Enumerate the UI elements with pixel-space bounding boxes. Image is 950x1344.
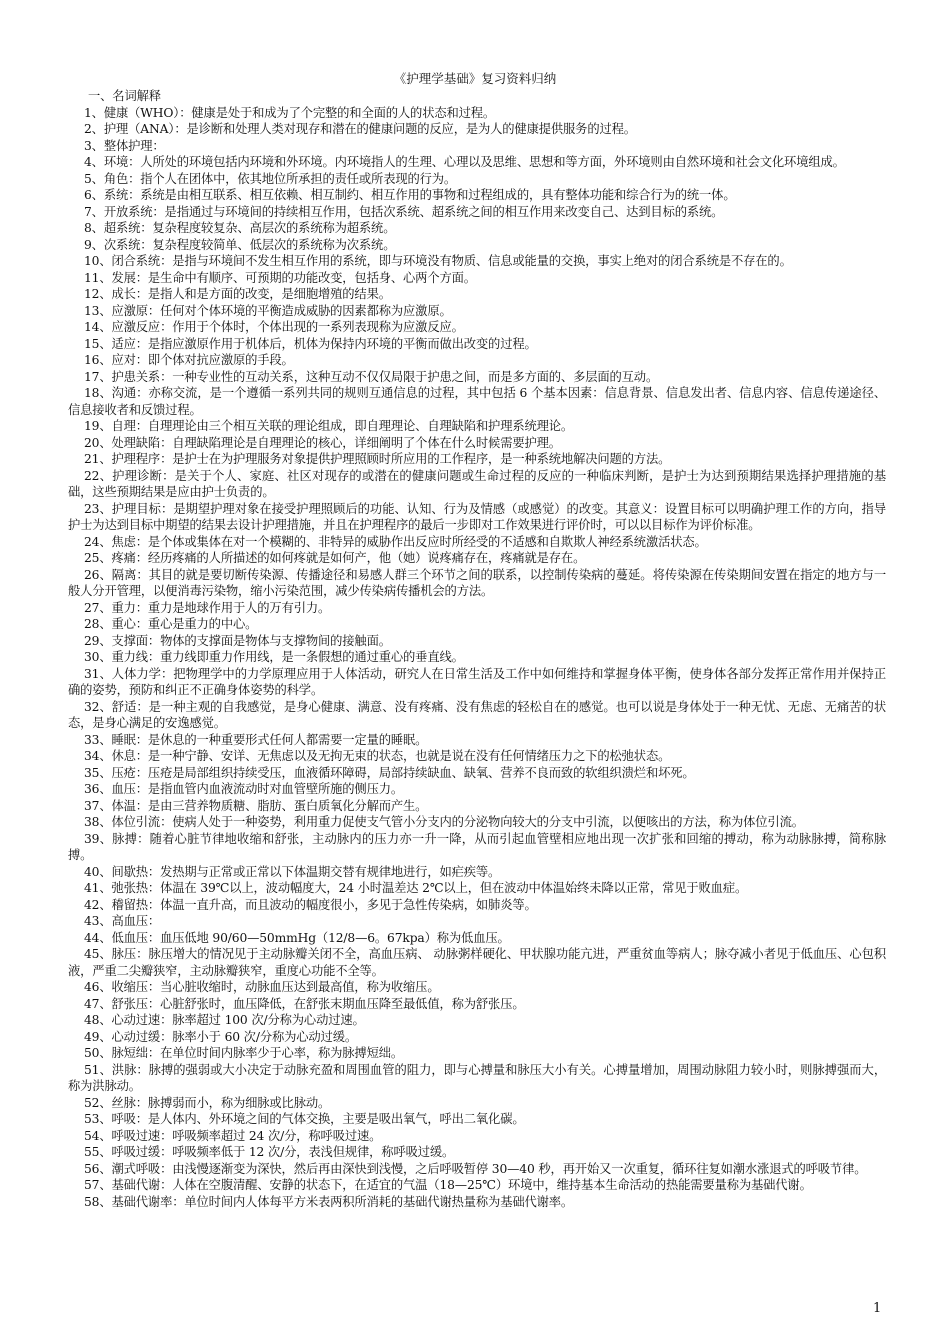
definition-entry: 23、护理目标：是期望护理对象在接受护理照顾后的功能、认知、行为及情感（或感觉）的改变。其意义：设置目标可以明确护理工作的方向，指导护士为达到目标中期望的结果去设计护理措施，并且在护理程序的最后一步即对工作效果进行评价时，可以以目标作为评价标准。 [68, 501, 886, 532]
document-body [68, 88, 886, 1210]
definition-entry: 52、丝脉：脉搏弱而小，称为细脉或比脉动。 [84, 1095, 331, 1110]
definition-entry: 24、焦虑：是个体或集体在对一个模糊的、非特异的威胁作出反应时所经受的不适感和自欺欺人神经系统激活状态。 [84, 534, 707, 549]
definition-entry: 26、隔离：其目的就是要切断传染源、传播途径和易感人群三个环节之间的联系，以控制传染病的蔓延。将传染源在传染期间安置在指定的地方与一般人分开管理，以便消毒污染物，缩小污染范围，减少传染病传播机会的方法。 [68, 567, 886, 598]
definition-entry: 25、疼痛：经历疼痛的人所描述的如何疼就是如何产，他（她）说疼痛存在，疼痛就是存在。 [84, 551, 586, 565]
definition-entry: 11、发展：是生命中有顺序、可预期的功能改变，包括身、心两个方面。 [84, 270, 476, 285]
definition-entry: 1、健康（WHO）：健康是处于和成为了个完整的和全面的人的状态和过程。 [84, 105, 496, 120]
definition-entry: 2、护理（ANA）：是诊断和处理人类对现存和潜在的健康问题的反应，是为人的健康提供服务的过程。 [84, 122, 636, 136]
definition-entry: 33、睡眠：是休息的一种重要形式任何人都需要一定量的睡眠。 [84, 732, 428, 747]
definition-entry: 41、弛张热：体温在 39℃以上，波动幅度大，24 小时温差达 2℃以上，但在波动中体温始终未降以正常，常见于败血症。 [84, 881, 748, 895]
definition-entry: 47、舒张压：心脏舒张时，血压降低，在舒张末期血压降至最低值，称为舒张压。 [84, 996, 525, 1011]
definition-entry: 49、心动过缓：脉率小于 60 次/分称为心动过缓。 [84, 1029, 357, 1044]
definition-entry: 9、次系统：复杂程度较简单、低层次的系统称为次系统。 [84, 237, 396, 252]
definition-entry: 56、潮式呼吸：由浅慢逐渐变为深快，然后再由深快到浅慢，之后呼吸暂停 30—40 秒，再开始又一次重复，循环往复如潮水涨退式的呼吸节律。 [84, 1161, 867, 1176]
definition-entry: 40、间歇热：发热期与正常或正常以下体温期交替有规律地进行，如疟疾等。 [84, 864, 501, 879]
definition-entry: 42、稽留热：体温一直升高，而且波动的幅度很小，多见于急性传染病，如肺炎等。 [84, 897, 537, 912]
definition-entry: 55、呼吸过缓：呼吸频率低于 12 次/分，表浅但规律，称呼吸过缓。 [84, 1145, 455, 1159]
document-title: 《护理学基础》复习资料归纳 [393, 71, 557, 86]
definition-entry: 54、呼吸过速：呼吸频率超过 24 次/分，称呼吸过速。 [84, 1128, 382, 1143]
definition-entry: 3、整体护理： [84, 138, 165, 153]
definition-entry: 51、洪脉：脉搏的强弱或大小决定于动脉充盈和周围血管的阻力，即与心搏量和脉压大小有关。心搏量增加，周围动脉阻力较小时，则脉搏强而大，称为洪脉动。 [68, 1062, 886, 1093]
definition-entry: 22、护理诊断：是关于个人、家庭、社区对现存的或潜在的健康问题或生命过程的反应的一种临床判断，是护士为达到预期结果选择护理措施的基础，这些预期结果是应由护士负责的。 [68, 468, 886, 499]
definition-entry: 15、适应：是指应激原作用于机体后，机体为保持内环境的平衡而做出改变的过程。 [84, 336, 537, 351]
definition-entry: 30、重力线：重力线即重力作用线，是一条假想的通过重心的垂直线。 [84, 650, 464, 664]
definition-entry: 28、重心：重心是重力的中心。 [84, 617, 258, 631]
definition-entry: 29、支撑面：物体的支撑面是物体与支撑物间的接触面。 [84, 633, 391, 648]
definition-entry: 43、高血压： [84, 914, 161, 928]
definition-entry: 14、应激反应：作用于个体时，个体出现的一系列表现称为应激反应。 [84, 320, 464, 334]
definition-entry: 21、护理程序：是护士在为护理服务对象提供护理照顾时所应用的工作程序，是一种系统地解决问题的方法。 [84, 452, 671, 466]
definition-list [68, 105, 886, 1211]
definition-entry: 44、低血压：血压低地 90/60—50mmHg（12/8—6。67kpa）称为低血压。 [84, 930, 510, 945]
definition-entry: 53、呼吸：是人体内、外环境之间的气体交换，主要是吸出氧气，呼出二氧化碳。 [84, 1112, 525, 1126]
definition-entry: 46、收缩压：当心脏收缩时，动脉血压达到最高值，称为收缩压。 [84, 980, 440, 994]
definition-entry: 27、重力：重力是地球作用于人的万有引力。 [84, 600, 331, 615]
definition-entry: 50、脉短绌：在单位时间内脉率少于心率，称为脉搏短绌。 [84, 1046, 404, 1060]
definition-entry: 7、开放系统：是指通过与环境间的持续相互作用，包括次系统、超系统之间的相互作用来改变自己、达到目标的系统。 [84, 204, 724, 219]
definition-entry: 8、超系统：复杂程度较复杂、高层次的系统称为超系统。 [84, 221, 396, 235]
page-number: 1 [873, 1301, 882, 1316]
definition-entry: 31、人体力学：把物理学中的力学原理应用于人体活动，研究人在日常生活及工作中如何维持和掌握身体平衡，使身体各部分发挥正常作用并保持正确的姿势，预防和纠正不正确身体姿势的科学。 [68, 666, 886, 697]
definition-entry: 35、压疮：压疮是局部组织持续受压，血液循环障碍，局部持续缺血、缺氧、营养不良而致的软组织溃烂和坏死。 [84, 765, 695, 780]
definition-entry: 10、闭合系统：是指与环境间不发生相互作用的系统，即与环境没有物质、信息或能量的交换，事实上绝对的闭合系统是不存在的。 [84, 254, 792, 268]
definition-entry: 36、血压：是指血管内血液流动时对血管壁所施的侧压力。 [84, 782, 404, 796]
definition-entry: 32、舒适：是一种主观的自我感觉，是身心健康、满意、没有疼痛、没有焦虑的轻松自在的感觉。也可以说是身体处于一种无忧、无虑、无痛苦的状态，是身心满足的安逸感觉。 [68, 699, 886, 730]
section-heading: 一、名词解释 [88, 89, 161, 103]
definition-entry: 6、系统：系统是由相互联系、相互依赖、相互制约、相互作用的事物和过程组成的，具有整体功能和综合行为的统一体。 [84, 188, 736, 202]
definition-entry: 34、休息：是一种宁静、安详、无焦虑以及无拘无束的状态，也就是说在没有任何情绪压力之下的松弛状态。 [84, 749, 671, 763]
definition-entry: 38、体位引流：使病人处于一种姿势，利用重力促使支气管小分支内的分泌物向较大的分支中引流，以便咳出的方法，称为体位引流。 [84, 815, 804, 829]
definition-entry: 13、应激原：任何对个体环境的平衡造成威胁的因素都称为应激原。 [84, 303, 452, 318]
definition-entry: 57、基础代谢：人体在空腹清醒、安静的状态下，在适宜的气温（18—25℃）环境中，维持基本生命活动的热能需要量称为基础代谢。 [84, 1178, 812, 1192]
definition-entry: 45、脉压：脉压增大的情况见于主动脉瓣关闭不全，高血压病、 动脉粥样硬化、甲状腺功能亢进，严重贫血等病人；脉夺减小者见于低血压、心包积液，严重二尖瓣狭窄，主动脉瓣狭窄，重度心功能不全等。 [68, 947, 886, 978]
definition-entry: 37、体温：是由三营养物质糖、脂肪、蛋白质氧化分解而产生。 [84, 798, 428, 813]
definition-entry: 20、处理缺陷：自理缺陷理论是自理理论的核心，详细阐明了个体在什么时候需要护理。 [84, 435, 561, 450]
definition-entry: 18、沟通：亦称交流，是一个遵循一系列共同的规则互通信息的过程，其中包括 6 个基本因素：信息背景、信息发出者、信息内容、信息传递途径、信息接收者和反馈过程。 [68, 386, 886, 417]
definition-entry: 48、心动过速：脉率超过 100 次/分称为心动过速。 [84, 1013, 365, 1027]
definition-entry: 12、成长：是指人和是方面的改变，是细胞增殖的结果。 [84, 287, 391, 301]
definition-entry: 5、角色：指个人在团体中，依其地位所承担的责任或所表现的行为。 [84, 171, 457, 186]
definition-entry: 39、脉搏：随着心脏节律地收缩和舒张，主动脉内的压力亦一升一降，从而引起血管壁相应地出现一次扩张和回缩的搏动，称为动脉脉搏，简称脉搏。 [68, 831, 886, 862]
definition-entry: 17、护患关系：一种专业性的互动关系，这种互动不仅仅局限于护患之间，而是多方面的、多层面的互动。 [84, 369, 659, 384]
definition-entry: 16、应对：即个体对抗应激原的手段。 [84, 353, 294, 367]
definition-entry: 4、环境：人所处的环境包括内环境和外环境。内环境指人的生理、心理以及思维、思想和等方面，外环境则由自然环境和社会文化环境组成。 [84, 155, 845, 169]
definition-entry: 58、基础代谢率：单位时间内人体每平方米表两积所消耗的基础代谢热量称为基础代谢率。 [84, 1194, 574, 1209]
definition-entry: 19、自理：自理理论由三个相互关联的理论组成，即自理理论、自理缺陷和护理系统理论。 [84, 419, 574, 433]
